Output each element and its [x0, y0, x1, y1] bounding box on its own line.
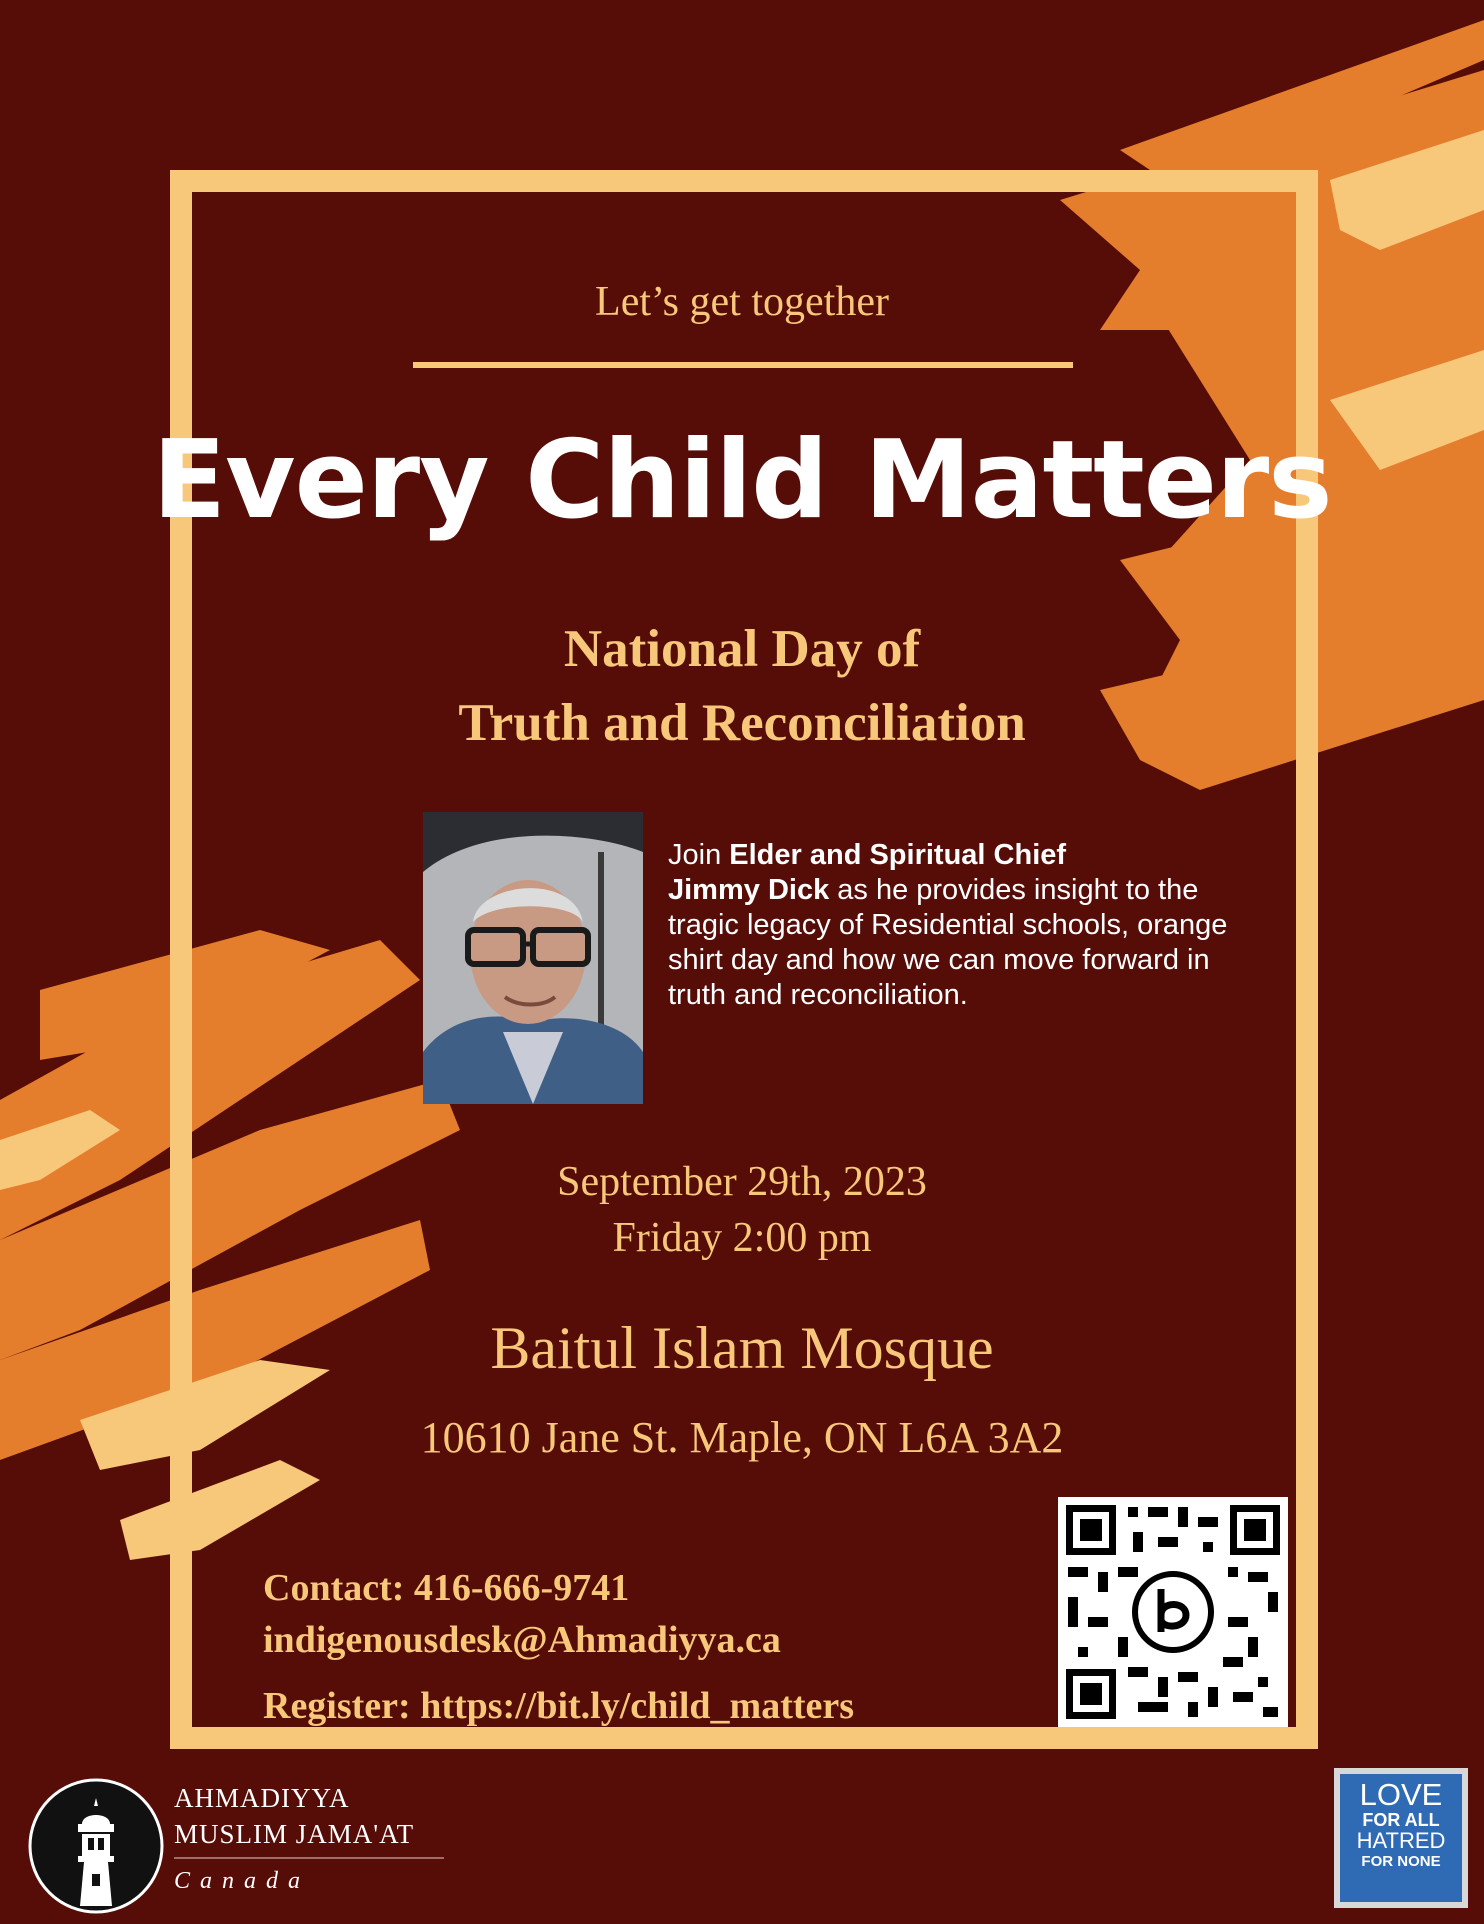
- org-line-1: AHMADIYYA: [174, 1783, 350, 1813]
- contact-email[interactable]: indigenousdesk@Ahmadiyya.ca: [263, 1619, 781, 1661]
- subtitle: [0, 612, 1484, 760]
- speaker-name-line-1: Elder and Spiritual Chief: [729, 839, 1067, 871]
- badge-line-4: FOR NONE: [1361, 1853, 1441, 1870]
- qr-code[interactable]: [1058, 1497, 1288, 1727]
- badge-line-1: LOVE: [1359, 1777, 1443, 1812]
- mosque-minaret-logo: [26, 1776, 166, 1916]
- subtitle-line-2: Truth and Reconciliation: [458, 694, 1026, 752]
- badge-line-2: FOR ALL: [1362, 1810, 1440, 1830]
- event-address: 10610 Jane St. Maple, ON L6A 3A2: [420, 1413, 1064, 1462]
- speaker-description: [668, 838, 1228, 1013]
- event-date: September 29th, 2023: [557, 1159, 927, 1205]
- org-line-2: MUSLIM JAMA'AT: [174, 1819, 415, 1849]
- register-link[interactable]: Register: https://bit.ly/child_matters: [263, 1685, 855, 1727]
- badge-line-3: HATRED: [1356, 1828, 1446, 1853]
- event-datetime: [0, 1154, 1484, 1266]
- org-country: Canada: [174, 1868, 311, 1894]
- tagline: Let’s get together: [595, 279, 889, 325]
- desc-rest: as he provides insight to the tragic legacy of Residential schools, orange shirt day and how we can move forward in truth and reconciliation.: [668, 874, 1228, 1011]
- event-venue: Baitul Islam Mosque: [490, 1315, 994, 1381]
- subtitle-line-1: National Day of: [563, 620, 921, 678]
- contact-phone: Contact: 416-666-9741: [263, 1567, 630, 1609]
- org-divider: [174, 1857, 444, 1859]
- speaker-photo: [423, 812, 643, 1104]
- poster-title: Every Child Matters: [152, 418, 1332, 543]
- event-time: Friday 2:00 pm: [612, 1215, 872, 1261]
- love-badge-inner: [1340, 1774, 1462, 1902]
- organization-name: [174, 1780, 414, 1852]
- desc-pre: Join: [668, 839, 730, 871]
- divider: [413, 362, 1073, 368]
- contact-block: [263, 1562, 854, 1732]
- speaker-name-line-2: Jimmy Dick: [668, 874, 830, 906]
- love-for-all-badge: [1334, 1768, 1468, 1908]
